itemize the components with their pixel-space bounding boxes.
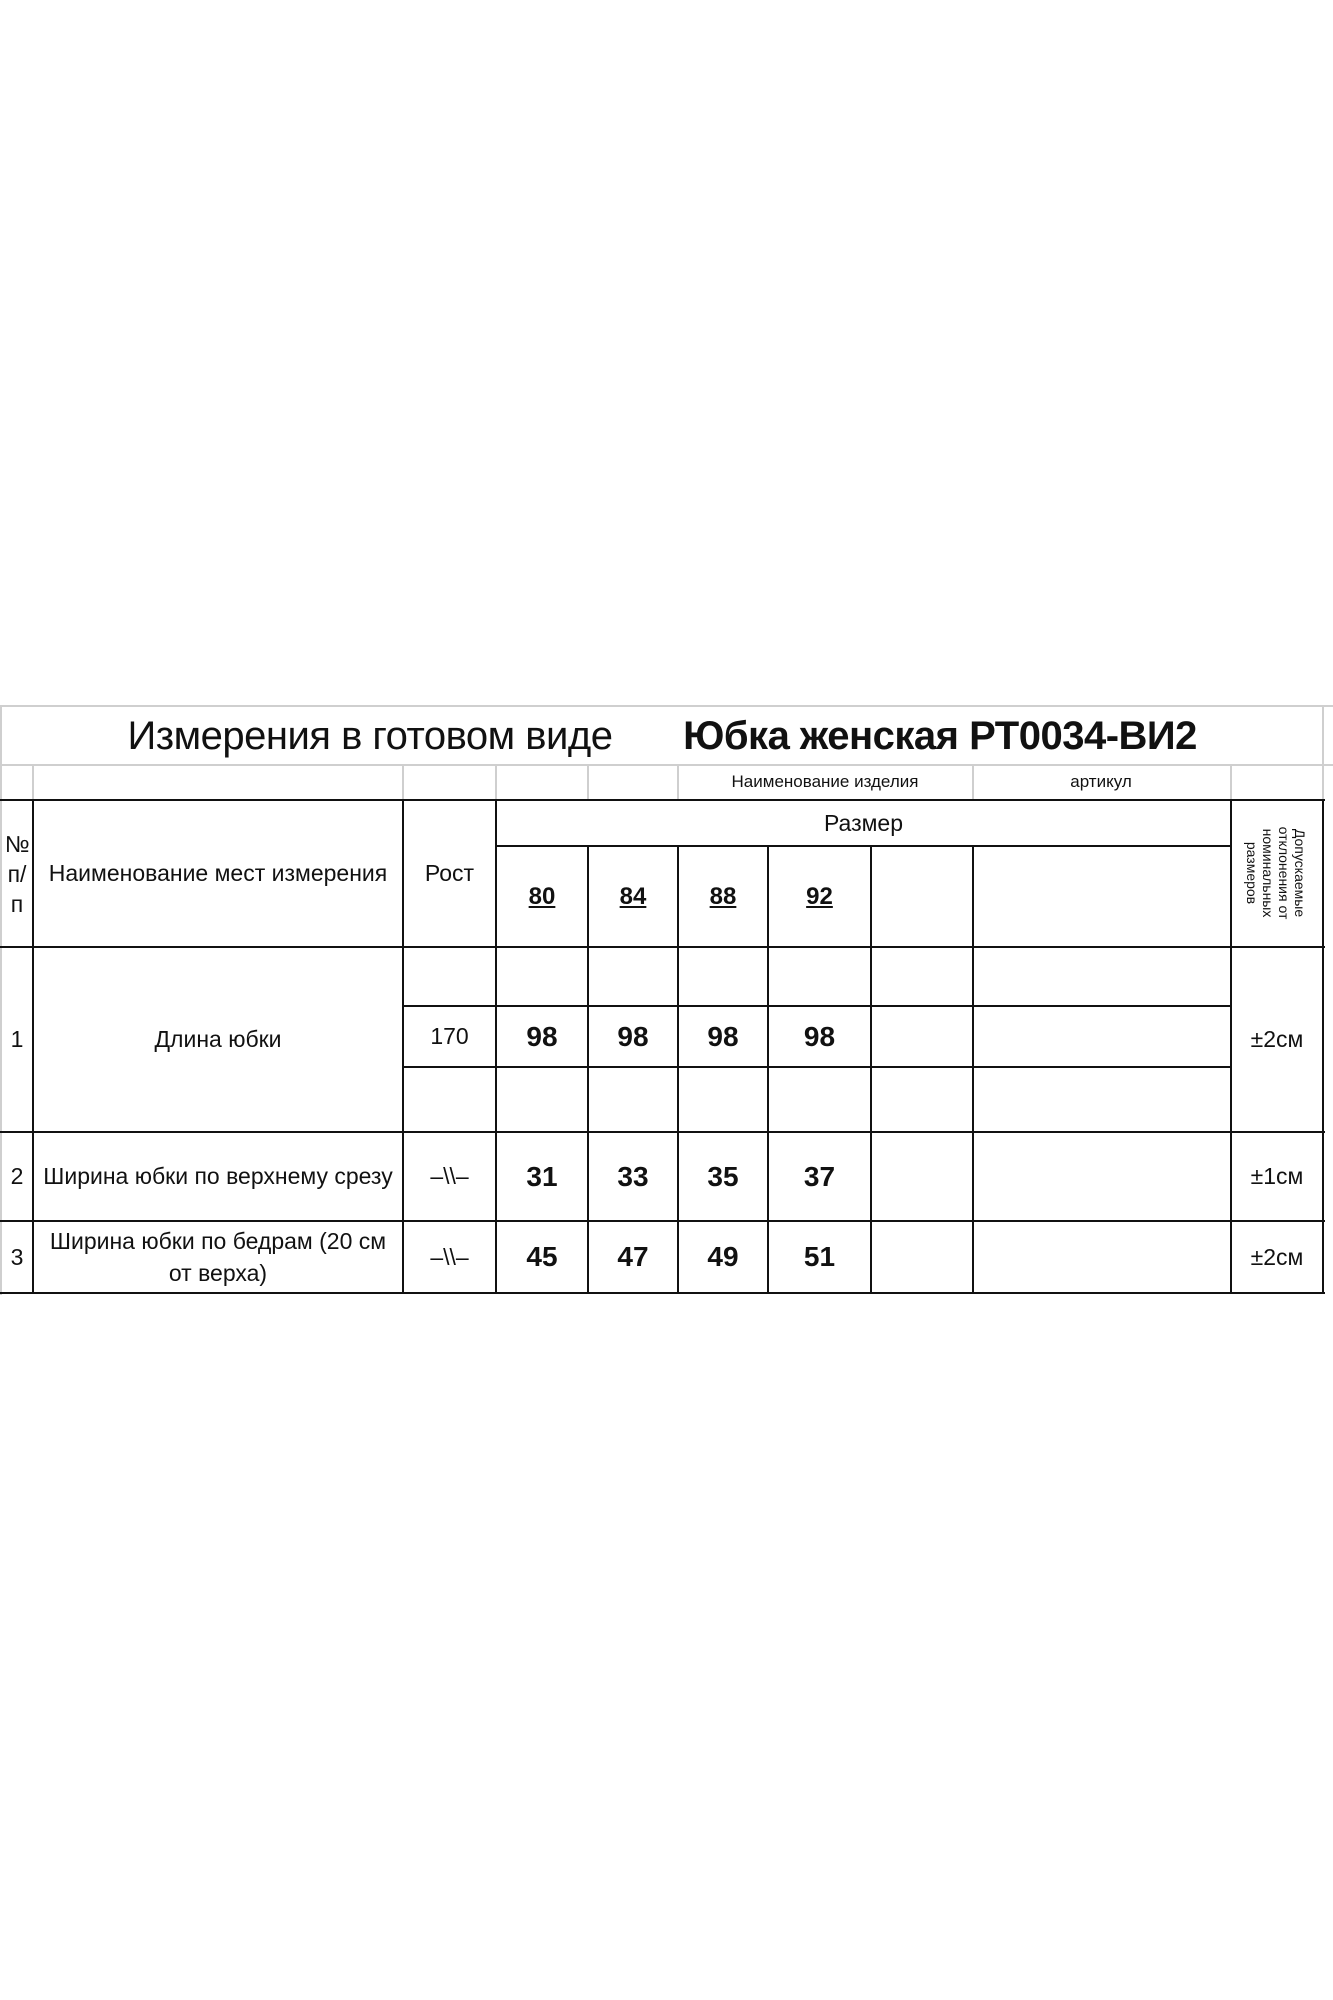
tolerance-header-text: Допускаемые отклонения от номинальных размеров: [1244, 826, 1308, 919]
grid-line: [495, 764, 497, 800]
row-3-size-88: 49: [707, 1241, 739, 1272]
row-2-num: 2: [10, 1163, 24, 1189]
row-2-tolerance: ±1см: [1250, 1163, 1304, 1189]
sheet-title: Измерения в готовом виде: [127, 713, 613, 758]
row-3-tolerance: ±2см: [1250, 1243, 1304, 1270]
grid-line: [1230, 764, 1232, 800]
size-84-header: 84: [619, 882, 647, 910]
grid-line: [402, 764, 404, 800]
table-border: [402, 1066, 1230, 1068]
row-2-name: Ширина юбки по верхнему срезу: [43, 1163, 393, 1189]
row-2-size-84: 33: [617, 1160, 649, 1192]
grid-line: [587, 764, 589, 800]
table-border: [870, 845, 872, 1294]
row-1-name: Длина юбки: [154, 1026, 282, 1052]
product-label: Наименование изделия: [731, 772, 919, 791]
row-1-size-84: 98: [617, 1020, 649, 1052]
row-2-size-80: 31: [526, 1160, 558, 1192]
table-border: [972, 845, 974, 1294]
row-1-size-80: 98: [526, 1020, 558, 1052]
size-group-header: Размер: [823, 809, 904, 836]
grid-line: [32, 764, 34, 800]
row-2-size-88: 35: [707, 1160, 739, 1192]
measure-column-header: Наименование мест измерения: [48, 860, 388, 886]
grid-line: [1322, 705, 1324, 800]
row-2-height: –\\–: [430, 1163, 469, 1189]
size-92-header: 92: [806, 882, 833, 910]
row-3-size-80: 45: [526, 1241, 558, 1272]
num-column-header: [2, 801, 32, 946]
height-column-header: Рост: [424, 860, 475, 886]
row-2-size-92: 37: [803, 1160, 836, 1192]
row-3-size-92: 51: [803, 1241, 836, 1272]
article-label: артикул: [1070, 772, 1132, 791]
row-1-tolerance: ±2см: [1250, 1026, 1304, 1052]
table-border: [0, 1292, 1325, 1294]
row-3-height: –\\–: [430, 1243, 469, 1270]
row-1-height: 170: [430, 1023, 469, 1049]
row-3-size-84: 47: [617, 1241, 649, 1272]
size-88-header: 88: [709, 882, 737, 910]
size-80-header: 80: [528, 882, 556, 910]
row-1-size-92: 98: [803, 1020, 836, 1052]
row-3-num: 3: [10, 1243, 24, 1270]
row-3-name: Ширина юбки по бедрам (20 см от верха): [49, 1228, 387, 1286]
table-border: [1322, 799, 1324, 1294]
grid-line: [677, 764, 679, 800]
grid-line: [0, 705, 1333, 707]
tolerance-column-header: [1232, 800, 1320, 945]
row-1-size-88: 98: [707, 1020, 739, 1052]
num-column-header-text: № п/ п: [5, 830, 30, 917]
row-1-num: 1: [10, 1026, 24, 1052]
product-title: Юбка женская РТ0034-ВИ2: [683, 713, 1197, 758]
